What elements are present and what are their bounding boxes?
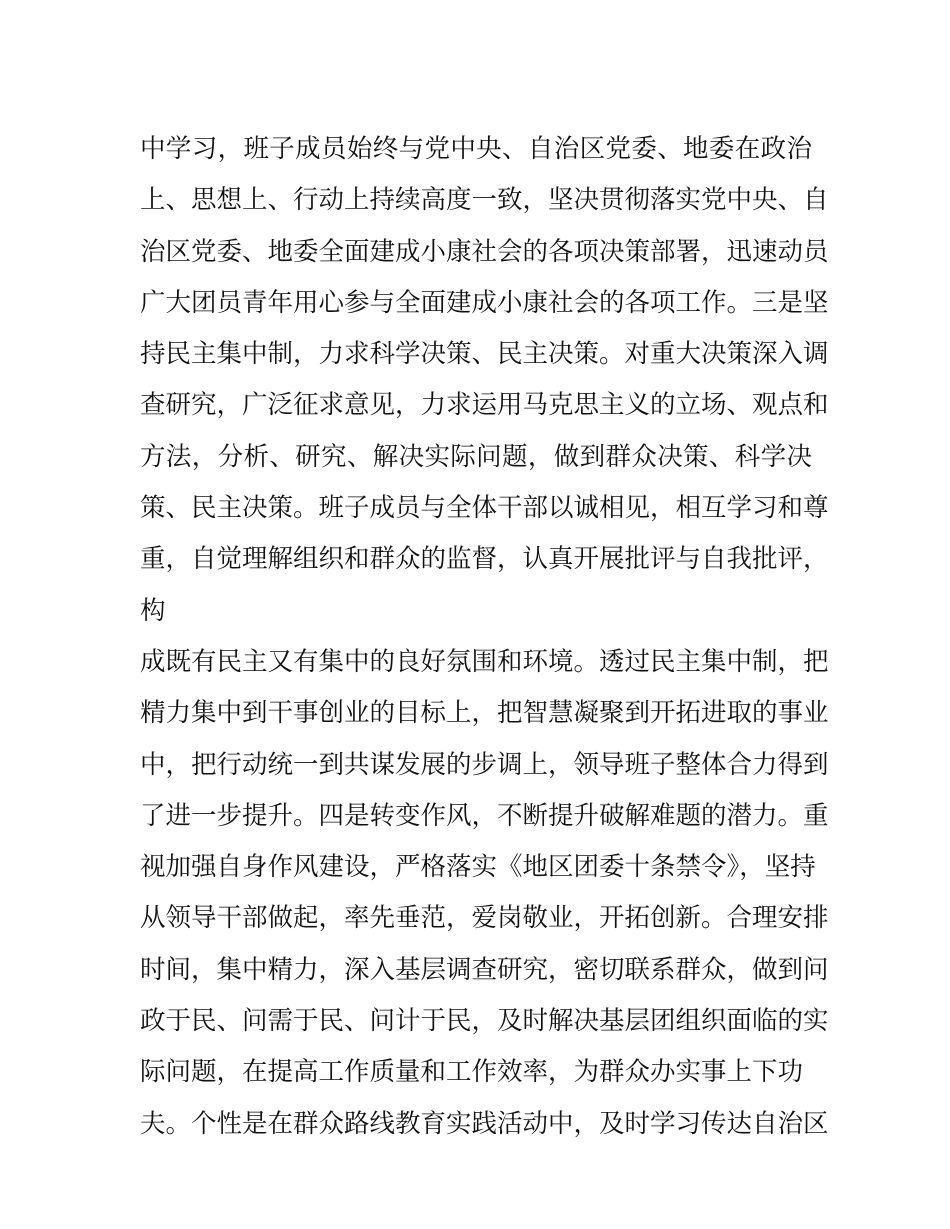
text-line: 构 [140,595,166,626]
text-line: 重，自觉理解组织和群众的监督，认真开展批评与自我批评， [140,544,829,575]
text-line: 持民主集中制，力求科学决策、民主决策。对重大决策深入调 [140,339,829,370]
text-line: 时间，集中精力，深入基层调查研究，密切联系群众，做到问 [140,954,829,985]
text-line: 上、思想上、行动上持续高度一致，坚决贯彻落实党中央、自 [140,185,829,216]
text-line: 了进一步提升。四是转变作风，不断提升破解难题的潜力。重 [140,800,829,831]
text-line: 从领导干部做起，率先垂范，爱岗敬业，开拓创新。合理安排 [140,903,829,934]
text-line: 治区党委、地委全面建成小康社会的各项决策部署，迅速动员 [140,236,829,267]
text-line: 际问题，在提高工作质量和工作效率，为群众办实事上下功 [140,1057,804,1088]
text-line: 成既有民主又有集中的良好氛围和环境。透过民主集中制，把 [140,646,829,677]
text-line: 中学习，班子成员始终与党中央、自治区党委、地委在政治 [140,134,812,164]
text-line: 查研究，广泛征求意见，力求运用马克思主义的立场、观点和 [140,390,829,421]
text-line: 视加强自身作风建设，严格落实《地区团委十条禁令》，坚持 [140,852,816,883]
text-line: 政于民、问需于民、问计于民，及时解决基层团组织面临的实 [140,1006,829,1037]
text-line: 精力集中到干事创业的目标上，把智慧凝聚到开拓进取的事业 [140,698,829,729]
text-line: 夫。个性是在群众路线教育实践活动中，及时学习传达自治区 [140,1108,829,1139]
text-line: 中，把行动统一到共谋发展的步调上，领导班子整体合力得到 [140,749,829,780]
text-line: 广大团员青年用心参与全面建成小康社会的各项工作。三是坚 [140,287,829,318]
text-line: 策、民主决策。班子成员与全体干部以诚相见，相互学习和尊 [140,493,829,524]
text-line: 方法，分析、研究、解决实际问题，做到群众决策、科学决 [140,441,812,472]
document-body [140,124,829,1150]
